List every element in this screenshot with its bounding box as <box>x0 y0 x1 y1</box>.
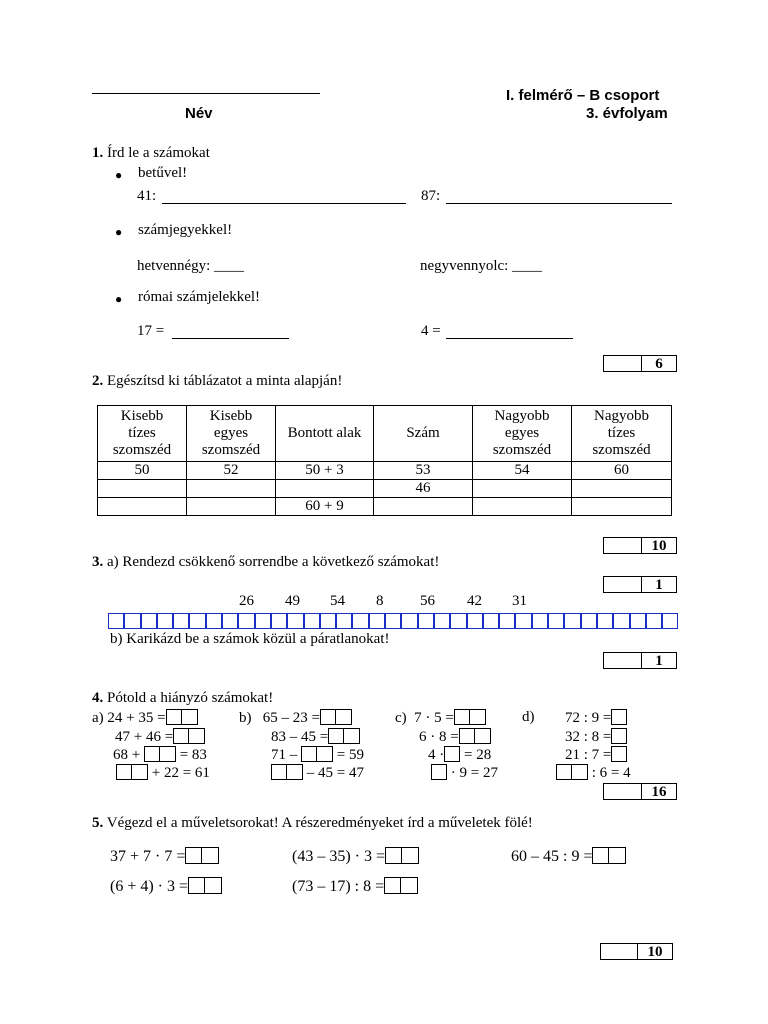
task4-text: Pótold a hiányzó számokat! <box>107 690 274 706</box>
grid-cell[interactable] <box>157 613 173 629</box>
task1-score-box[interactable] <box>603 355 677 372</box>
answer-box[interactable] <box>385 847 402 864</box>
answer-box[interactable] <box>205 877 222 894</box>
task4-a-row1: a) 24 + 35 = <box>92 709 198 727</box>
task1-bullet-roman: római számjelekkel! <box>138 289 261 305</box>
task4-d-label: d) <box>522 709 535 725</box>
grade-label: 3. évfolyam <box>586 105 668 122</box>
task2-heading <box>92 373 342 390</box>
answer-box[interactable] <box>470 709 486 725</box>
answer-box[interactable] <box>144 746 160 762</box>
grid-cell[interactable] <box>222 613 238 629</box>
task3-text-a: a) Rendezd csökkenő sorrendbe a következő számokat! <box>107 554 440 570</box>
number-54: 54 <box>330 593 345 609</box>
col-header-smaller-tens: Kisebb tízes szomszéd <box>98 406 187 462</box>
grid-cell[interactable] <box>499 613 515 629</box>
answer-box[interactable] <box>166 709 182 725</box>
grid-cell[interactable] <box>467 613 483 629</box>
digits-left: hetvennégy: ____ <box>137 258 245 274</box>
grid-cell[interactable] <box>613 613 629 629</box>
answer-box[interactable] <box>317 746 333 762</box>
roman-left-label: 17 = <box>137 323 165 339</box>
table-row: 60 + 9 <box>98 498 672 516</box>
grid-cell[interactable] <box>108 613 124 629</box>
task3a-score-box[interactable] <box>603 576 677 593</box>
grid-cell[interactable] <box>255 613 271 629</box>
answer-box[interactable] <box>116 764 132 780</box>
number-49: 49 <box>285 593 300 609</box>
task2-score-box[interactable] <box>603 537 677 554</box>
col-header-larger-ones: Nagyobb egyes szomszéd <box>473 406 572 462</box>
answer-box[interactable] <box>173 728 189 744</box>
answer-box[interactable] <box>444 746 460 762</box>
task1-bullet-letters: betűvel! <box>138 165 188 181</box>
grid-cell[interactable] <box>450 613 466 629</box>
number-31: 31 <box>512 593 527 609</box>
col-header-number: Szám <box>374 406 473 462</box>
grid-cell[interactable] <box>369 613 385 629</box>
task5-expr4: (6 + 4) · 3 = <box>110 877 222 896</box>
answer-box[interactable] <box>344 728 360 744</box>
grid-cell[interactable] <box>581 613 597 629</box>
task5-expr3: 60 – 45 : 9 = <box>511 847 626 866</box>
answer-box[interactable] <box>132 764 148 780</box>
answer-box[interactable] <box>454 709 470 725</box>
answer-box[interactable] <box>185 847 202 864</box>
grid-cell[interactable] <box>206 613 222 629</box>
grid-cell[interactable] <box>630 613 646 629</box>
number-8: 8 <box>376 593 384 609</box>
task4-a-row3: 68 + = 83 <box>113 747 207 763</box>
grid-cell[interactable] <box>515 613 531 629</box>
task4-a-row4: + 22 = 61 <box>116 764 210 782</box>
col-header-larger-tens: Nagyobb tízes szomszéd <box>572 406 672 462</box>
grid-cell[interactable] <box>320 613 336 629</box>
task5-text: Végezd el a műveletsorokat! A részeredményeket írd a műveletek fölé! <box>106 815 533 831</box>
task4-d-row4: : 6 = 4 <box>556 764 631 782</box>
grid-cell[interactable] <box>483 613 499 629</box>
grid-cell[interactable] <box>352 613 368 629</box>
task5-heading <box>92 815 533 832</box>
table-row: 46 <box>98 480 672 498</box>
task4-heading <box>92 690 273 707</box>
task4-number: 4. <box>92 690 104 706</box>
task3a-points: 1 <box>655 577 663 593</box>
answer-box[interactable] <box>328 728 344 744</box>
task5-number: 5. <box>92 815 104 831</box>
task5-score-box[interactable] <box>600 943 673 960</box>
task3b-score-box[interactable] <box>603 652 677 669</box>
task2-text: Egészítsd ki táblázatot a minta alapján! <box>107 373 343 389</box>
table-row: 50 52 50 + 3 53 54 60 <box>98 462 672 480</box>
col-header-expanded: Bontott alak <box>276 406 374 462</box>
answer-box[interactable] <box>592 847 609 864</box>
task4-d-row1: 72 : 9 = <box>565 709 627 727</box>
answer-box[interactable] <box>320 709 336 725</box>
number-56: 56 <box>420 593 435 609</box>
task5-points: 10 <box>647 944 663 960</box>
answer-box[interactable] <box>609 847 626 864</box>
bullet-icon: ● <box>115 168 123 182</box>
letters-left-label: 41: <box>137 188 157 204</box>
roman-right-line[interactable] <box>446 338 573 339</box>
task3-text-b: b) Karikázd be a számok közül a páratlanokat! <box>110 631 390 647</box>
grid-cell[interactable] <box>336 613 352 629</box>
letters-right-label: 87: <box>421 188 441 204</box>
grid-cell[interactable] <box>646 613 662 629</box>
answer-box[interactable] <box>611 709 627 725</box>
letters-right-line[interactable] <box>446 203 672 204</box>
number-42: 42 <box>467 593 482 609</box>
grid-cell[interactable] <box>401 613 417 629</box>
grid-cell[interactable] <box>124 613 140 629</box>
task3b-points: 1 <box>655 653 663 669</box>
task4-d-row3: 21 : 7 = <box>565 746 627 764</box>
answer-box[interactable] <box>572 764 588 780</box>
name-line <box>92 93 320 94</box>
grid-cell[interactable] <box>287 613 303 629</box>
answer-box[interactable] <box>611 728 627 744</box>
task1-bullet-digits: számjegyekkel! <box>138 222 233 238</box>
task1-number: 1. <box>92 145 104 161</box>
answer-box[interactable] <box>459 728 475 744</box>
grid-cell[interactable] <box>304 613 320 629</box>
task4-d-row2: 32 : 8 = <box>565 728 627 746</box>
grid-cell[interactable] <box>597 613 613 629</box>
grid-cell[interactable] <box>532 613 548 629</box>
neighbors-table <box>97 405 672 516</box>
task4-c-row3: 4 · = 28 <box>428 747 492 763</box>
grid-cell[interactable] <box>564 613 580 629</box>
answer-grid[interactable] <box>108 613 678 629</box>
grid-cell[interactable] <box>385 613 401 629</box>
letters-left-line[interactable] <box>162 203 406 204</box>
digits-right: negyvennyolc: ____ <box>420 258 543 274</box>
task4-score-box[interactable] <box>603 783 677 800</box>
answer-box[interactable] <box>431 764 447 780</box>
test-title: I. felmérő – B csoport <box>506 87 660 104</box>
task4-b-row4: – 45 = 47 <box>271 764 364 782</box>
task3-number: 3. <box>92 554 104 570</box>
task1-points: 6 <box>655 356 663 372</box>
grid-cell[interactable] <box>434 613 450 629</box>
task5-expr1: 37 + 7 · 7 = <box>110 847 219 866</box>
grid-cell[interactable] <box>662 613 678 629</box>
task1-heading <box>92 145 210 162</box>
roman-left-line[interactable] <box>172 338 289 339</box>
grid-cell[interactable] <box>548 613 564 629</box>
answer-box[interactable] <box>402 847 419 864</box>
task3-heading <box>92 554 439 571</box>
answer-box[interactable] <box>475 728 491 744</box>
answer-box[interactable] <box>301 746 317 762</box>
task4-b-row3: 71 – = 59 <box>271 747 364 763</box>
answer-box[interactable] <box>287 764 303 780</box>
roman-right-label: 4 = <box>421 323 441 339</box>
task4-points: 16 <box>651 784 667 800</box>
grid-cell[interactable] <box>141 613 157 629</box>
grid-cell[interactable] <box>173 613 189 629</box>
grid-cell[interactable] <box>418 613 434 629</box>
task4-b-row1: b) 65 – 23 = <box>239 709 352 727</box>
answer-box[interactable] <box>189 728 205 744</box>
col-header-smaller-ones: Kisebb egyes szomszéd <box>187 406 276 462</box>
bullet-icon: ● <box>115 292 123 306</box>
bullet-icon: ● <box>115 225 123 239</box>
task4-a-row2: 47 + 46 = <box>115 728 205 746</box>
grid-cell[interactable] <box>238 613 254 629</box>
task5-expr2: (43 – 35) · 3 = <box>292 847 419 866</box>
answer-box[interactable] <box>160 746 176 762</box>
answer-box[interactable] <box>202 847 219 864</box>
grid-cell[interactable] <box>271 613 287 629</box>
number-26: 26 <box>239 593 254 609</box>
task4-c-row4: · 9 = 27 <box>431 764 498 782</box>
grid-cell[interactable] <box>189 613 205 629</box>
task1-text: Írd le a számokat <box>107 145 210 161</box>
answer-box[interactable] <box>188 877 205 894</box>
answer-box[interactable] <box>182 709 198 725</box>
answer-box[interactable] <box>556 764 572 780</box>
task5-expr5: (73 – 17) : 8 = <box>292 877 418 896</box>
answer-box[interactable] <box>611 746 627 762</box>
answer-box[interactable] <box>401 877 418 894</box>
task2-number: 2. <box>92 373 104 389</box>
task4-c-row2: 6 · 8 = <box>419 728 491 746</box>
answer-box[interactable] <box>336 709 352 725</box>
task2-points: 10 <box>651 538 667 554</box>
answer-box[interactable] <box>271 764 287 780</box>
task4-c-row1: c) 7 · 5 = <box>395 709 486 727</box>
task4-b-row2: 83 – 45 = <box>271 728 360 746</box>
name-label: Név <box>185 105 213 122</box>
answer-box[interactable] <box>384 877 401 894</box>
